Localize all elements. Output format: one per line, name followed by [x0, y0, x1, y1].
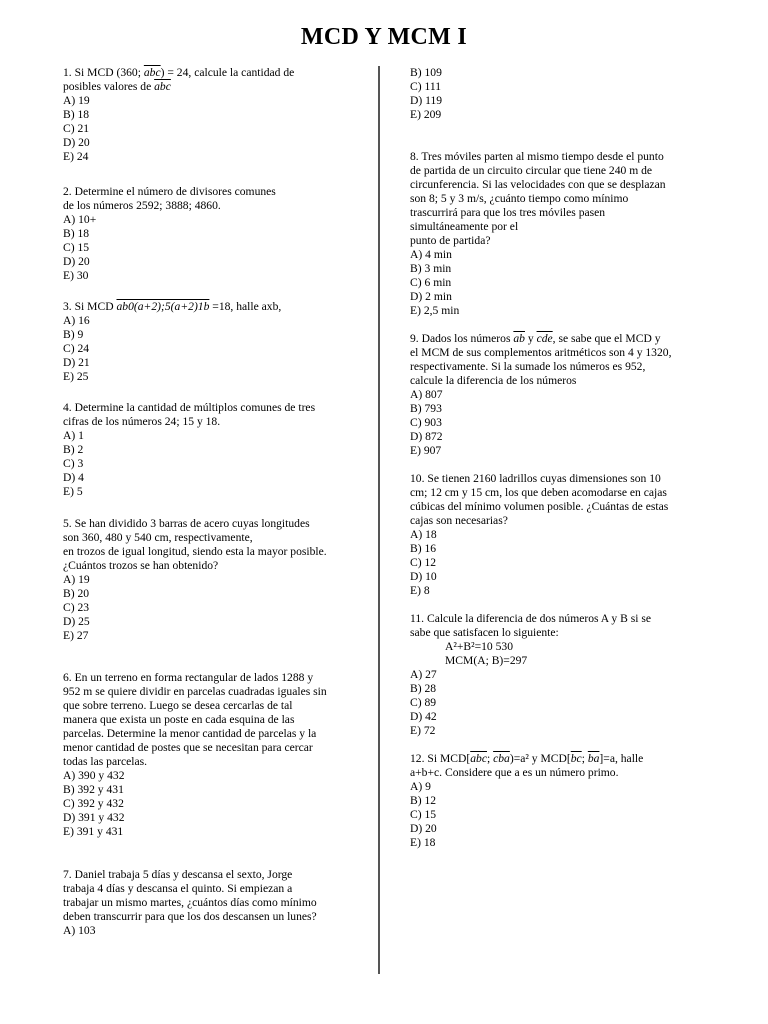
option: D) 20 — [63, 136, 90, 149]
option: C) 903 — [410, 416, 442, 429]
question-text: ¿Cuántos trozos se han obtenido? — [63, 559, 219, 572]
question-text: 10. Se tienen 2160 ladrillos cuyas dimensiones son 10 — [410, 472, 661, 485]
option: D) 20 — [63, 255, 90, 268]
question-10 — [410, 472, 710, 612]
option: B) 793 — [410, 402, 442, 415]
option: E) 907 — [410, 444, 442, 457]
question-text: 6. En un terreno en forma rectangular de lados 1288 y — [63, 671, 314, 684]
option: E) 18 — [410, 836, 436, 849]
question-9 — [410, 332, 710, 472]
option: C) 6 min — [410, 276, 452, 289]
question-1 — [63, 66, 363, 185]
question-7-continued — [410, 66, 710, 150]
option: A) 807 — [410, 388, 443, 401]
question-text: cm; 12 cm y 15 cm, los que deben acomodarse en cajas — [410, 486, 667, 499]
question-text: deben transcurrir para que los dos descansen un lunes? — [63, 910, 317, 923]
option: D) 2 min — [410, 290, 452, 303]
option: A) 16 — [63, 314, 90, 327]
option: B) 28 — [410, 682, 437, 695]
question-text: en trozos de igual longitud, siendo esta la mayor posible. — [63, 545, 327, 558]
option: B) 9 — [63, 328, 84, 341]
question-6 — [63, 671, 363, 868]
page-title: MCD Y MCM I — [300, 24, 468, 50]
option: D) 872 — [410, 430, 443, 443]
option: C) 15 — [63, 241, 90, 254]
question-text: cajas son necesarias? — [410, 514, 508, 527]
option: B) 12 — [410, 794, 437, 807]
overline-number: $\overline{abc}$ — [470, 752, 487, 765]
option: D) 42 — [410, 710, 437, 723]
option: A) 27 — [410, 668, 437, 681]
question-3-line-1: 3. Si MCD ab0(a+2);5(a+2)1b =18, halle axb, — [63, 300, 282, 313]
option: E) 30 — [63, 269, 89, 282]
question-text: 4. Determine la cantidad de múltiplos comunes de tres — [63, 401, 316, 414]
condition: A²+B²=10 530 — [445, 640, 514, 653]
option: D) 4 — [63, 471, 84, 484]
option: C) 24 — [63, 342, 90, 355]
question-9-line-1: 9. Dados los números $\overline{ab}$ y $\overline{cde}$, se sabe que el MCD y — [410, 332, 661, 345]
question-text: todas las parcelas. — [63, 755, 148, 768]
option: C) 111 — [410, 80, 442, 93]
question-text: parcelas. Determine la menor cantidad de parcelas y la — [63, 727, 317, 740]
question-text: manera que exista un poste en cada esquina de las — [63, 713, 295, 726]
option: E) 209 — [410, 108, 442, 121]
option: E) 27 — [63, 629, 89, 642]
option: A) 19 — [63, 94, 90, 107]
question-1-line-2: posibles valores de $\overline{abc}$ — [63, 80, 171, 93]
question-8 — [410, 150, 710, 332]
question-text: 7. Daniel trabaja 5 días y descansa el sexto, Jorge — [63, 868, 293, 881]
question-text: sabe que satisfacen lo siguiente: — [410, 626, 559, 639]
question-text: 2. Determine el número de divisores comunes — [63, 185, 276, 198]
question-text: a+b+c. Considere que a es un número primo. — [410, 766, 619, 779]
option: A) 103 — [63, 924, 96, 937]
option: B) 2 — [63, 443, 84, 456]
question-text: trabajar un mismo martes, ¿cuántos días como mínimo — [63, 896, 317, 909]
question-text: menor cantidad de postes que se necesitan para cercar — [63, 741, 313, 754]
right-column — [410, 66, 710, 850]
option: E) 72 — [410, 724, 436, 737]
option: A) 18 — [410, 528, 437, 541]
option: B) 392 y 431 — [63, 783, 124, 796]
condition: MCM(A; B)=297 — [445, 654, 528, 667]
question-text: simultáneamente por el — [410, 220, 519, 233]
option: A) 10+ — [63, 213, 97, 226]
question-12-line-1: 12. Si $MCD[\overline{abc}$; $\overline{cba})=a^2$ y $MCD[\overline{bc}$; $\overline{ba}]=a$, halle — [410, 752, 644, 765]
question-7 — [63, 868, 363, 938]
option: D) 10 — [410, 570, 437, 583]
option: C) 12 — [410, 556, 437, 569]
overline-number: $\overline{abc}$ — [154, 80, 171, 93]
question-text: trascurrirá para que los tres móviles pasen — [410, 206, 606, 219]
option: C) 21 — [63, 122, 90, 135]
option: D) 119 — [410, 94, 443, 107]
overline-number: $\overline{ba}$ — [587, 752, 600, 765]
column-divider — [378, 66, 380, 974]
option: A) 1 — [63, 429, 84, 442]
question-5 — [63, 517, 363, 671]
overline-number: $\overline{cde}$ — [536, 332, 553, 345]
question-2 — [63, 185, 363, 300]
question-text: son 8; 5 y 3 m/s, ¿cuánto tiempo como mínimo — [410, 192, 629, 205]
question-4 — [63, 401, 363, 517]
option: C) 23 — [63, 601, 90, 614]
option: B) 16 — [410, 542, 437, 555]
question-text: 8. Tres móviles parten al mismo tiempo desde el punto — [410, 150, 664, 163]
option: E) 25 — [63, 370, 89, 383]
question-text: de partida de un circuito circular que tiene 240 m de — [410, 164, 653, 177]
option: C) 89 — [410, 696, 437, 709]
overline-number: $\overline{abc}$ — [143, 66, 161, 79]
overline-number: ab0(a+2);5(a+2)1b — [116, 300, 210, 313]
question-text: 952 m se quiere dividir en parcelas cuadradas iguales sin — [63, 685, 327, 698]
option: A) 9 — [410, 780, 431, 793]
question-text: de los números 2592; 3888; 4860. — [63, 199, 221, 212]
overline-number: $\overline{bc}$ — [570, 752, 582, 765]
option: B) 3 min — [410, 262, 452, 275]
question-text: cifras de los números 24; 15 y 18. — [63, 415, 221, 428]
option: D) 391 y 432 — [63, 811, 125, 824]
question-text: punto de partida? — [410, 234, 491, 247]
question-1-line-1: 1. Si MCD (360; $\overline{abc}) = 24$, calcule la cantidad de — [63, 66, 295, 79]
question-text: 5. Se han dividido 3 barras de acero cuyas longitudes — [63, 517, 310, 530]
option: A) 390 y 432 — [63, 769, 125, 782]
question-text: que sobre terreno. Luego se desea cercarlas de tal — [63, 699, 293, 712]
option: B) 20 — [63, 587, 90, 600]
question-text: son 360, 480 y 540 cm, respectivamente, — [63, 531, 253, 544]
option: D) 20 — [410, 822, 437, 835]
question-text: el MCM de sus complementos aritméticos son 4 y 1320, — [410, 346, 672, 359]
option: E) 391 y 431 — [63, 825, 124, 838]
option: A) 4 min — [410, 248, 452, 261]
option: E) 5 — [63, 485, 83, 498]
question-12 — [410, 752, 710, 850]
option: A) 19 — [63, 573, 90, 586]
overline-number: $\overline{ab}$ — [513, 332, 525, 345]
option: D) 21 — [63, 356, 90, 369]
question-text: circunferencia. Si las velocidades con que se desplazan — [410, 178, 666, 191]
option: D) 25 — [63, 615, 90, 628]
question-text: cúbicas del mínimo volumen posible. ¿Cuántas de estas — [410, 500, 669, 513]
question-text: calcule la diferencia de los números — [410, 374, 577, 387]
option: E) 2,5 min — [410, 304, 460, 317]
question-11 — [410, 612, 710, 752]
option: C) 392 y 432 — [63, 797, 124, 810]
left-column — [63, 66, 363, 938]
overline-number: $\overline{cba}$ — [493, 752, 510, 765]
option: E) 8 — [410, 584, 430, 597]
option: B) 18 — [63, 227, 90, 240]
question-text: trabaja 4 días y descansa el quinto. Si empiezan a — [63, 882, 293, 895]
question-text: respectivamente. Si la sumade los números es 952, — [410, 360, 646, 373]
option: C) 15 — [410, 808, 437, 821]
question-text: 11. Calcule la diferencia de dos números A y B si se — [410, 612, 652, 625]
option: E) 24 — [63, 150, 89, 163]
option: B) 18 — [63, 108, 90, 121]
question-3 — [63, 300, 363, 401]
option: B) 109 — [410, 66, 442, 79]
option: C) 3 — [63, 457, 84, 470]
